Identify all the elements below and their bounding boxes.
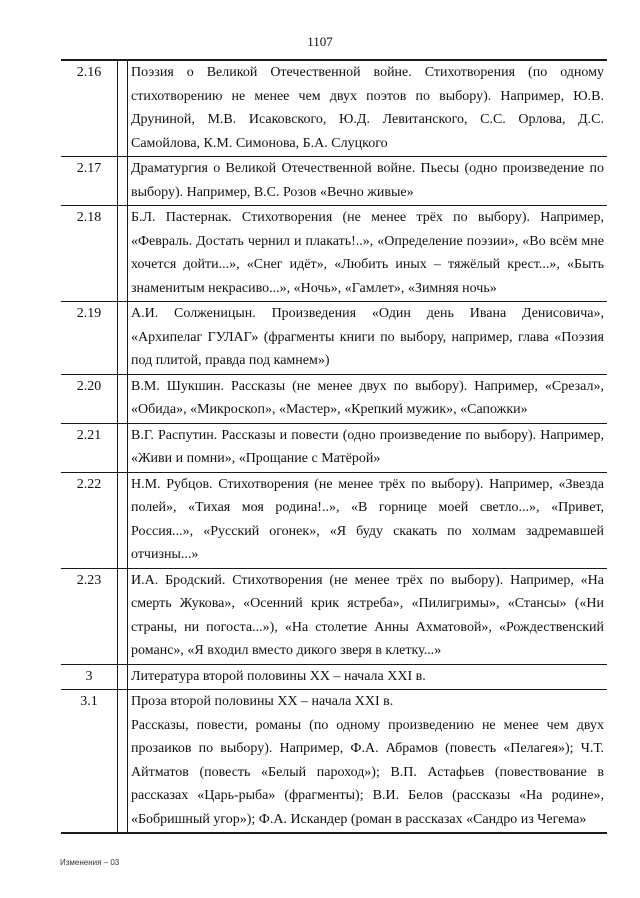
table-row — [61, 472, 607, 568]
row-number: 2.19 — [61, 302, 118, 375]
column-divider — [118, 664, 128, 690]
row-text: В.М. Шукшин. Рассказы (не менее двух по выбору). Например, «Срезал», «Обида», «Микроскоп», «Мастер», «Крепкий мужик», «Сапожки» — [128, 374, 608, 423]
column-divider — [118, 472, 128, 568]
column-divider — [118, 206, 128, 302]
column-divider — [118, 423, 128, 472]
row-number: 3 — [61, 664, 118, 690]
row-number: 2.17 — [61, 157, 118, 206]
row-number: 3.1 — [61, 690, 118, 834]
table-row — [61, 302, 607, 375]
column-divider — [118, 568, 128, 664]
column-divider — [118, 157, 128, 206]
revision-footer: Изменения – 03 — [60, 858, 120, 867]
table-row — [61, 60, 607, 157]
table-row — [61, 206, 607, 302]
row-number: 2.16 — [61, 60, 118, 157]
row-number: 2.21 — [61, 423, 118, 472]
row-text — [128, 690, 608, 834]
row-number: 2.23 — [61, 568, 118, 664]
row-text: Драматургия о Великой Отечественной войне. Пьесы (одно произведение по выбору). Например, В.С. Розов «Вечно живые» — [128, 157, 608, 206]
column-divider — [118, 60, 128, 157]
row-text: Литература второй половины XX – начала XXI в. — [128, 664, 608, 690]
row-number: 2.18 — [61, 206, 118, 302]
row-text: Б.Л. Пастернак. Стихотворения (не менее трёх по выбору). Например, «Февраль. Достать чернил и плакать!..», «Определение поэзии», «Во всём мне хочется дойти...», «Снег идёт», «Любить иных – тяжёлый крест...», «Быть знаменитым некрасиво...», «Ночь», «Гамлет», «Зимняя ночь» — [128, 206, 608, 302]
row-text: Поэзия о Великой Отечественной войне. Стихотворения (по одному стихотворению не менее чем двух поэтов по выбору). Например, Ю.В. Друниной, М.В. Исаковского, Ю.Д. Левитанского, С.С. Орлова, Д.С. Самойлова, К.М. Симонова, Б.А. Слуцкого — [128, 60, 608, 157]
column-divider — [118, 374, 128, 423]
section-heading: Проза второй половины XX – начала XXI в. — [131, 694, 394, 709]
table-row — [61, 664, 607, 690]
section-body: Рассказы, повести, романы (по одному произведению не менее чем двух прозаиков по выбору). Например, Ф.А. Абрамов (повесть «Пелагея»); Ч.Т. Айтматов (повесть «Белый пароход»); В.П. Астафьев (повествование в рассказах «Царь-рыба» (фрагменты); В.И. Белов (рассказы «На родине», «Бобришный угор»); Ф.А. Искандер (роман в рассказах «Сандро из Чегема» — [131, 717, 604, 827]
table-row — [61, 157, 607, 206]
table-row — [61, 568, 607, 664]
table-row — [61, 690, 607, 834]
row-text: Н.М. Рубцов. Стихотворения (не менее трёх по выбору). Например, «Звезда полей», «Тихая моя родина!..», «В горнице моей светло...», «Привет, Россия...», «Русский огонек», «Я буду скакать по холмам задремавшей отчизны...» — [128, 472, 608, 568]
table-row — [61, 374, 607, 423]
row-text: В.Г. Распутин. Рассказы и повести (одно произведение по выбору). Например, «Живи и помни», «Прощание с Матёрой» — [128, 423, 608, 472]
column-divider — [118, 690, 128, 834]
row-number: 2.22 — [61, 472, 118, 568]
row-number: 2.20 — [61, 374, 118, 423]
curriculum-table — [61, 59, 607, 834]
row-text: И.А. Бродский. Стихотворения (не менее трёх по выбору). Например, «На смерть Жукова», «Осенний крик ястреба», «Пилигримы», «Стансы» («Ни страны, ни погоста...»), «На столетие Анны Ахматовой», «Рождественский романс», «Я входил вместо дикого зверя в клетку...» — [128, 568, 608, 664]
row-text: А.И. Солженицын. Произведения «Один день Ивана Денисовича», «Архипелаг ГУЛАГ» (фрагменты книги по выбору, например, глава «Поэзия под плитой, правда под камнем») — [128, 302, 608, 375]
column-divider — [118, 302, 128, 375]
page-number: 1107 — [307, 34, 333, 49]
table-row — [61, 423, 607, 472]
